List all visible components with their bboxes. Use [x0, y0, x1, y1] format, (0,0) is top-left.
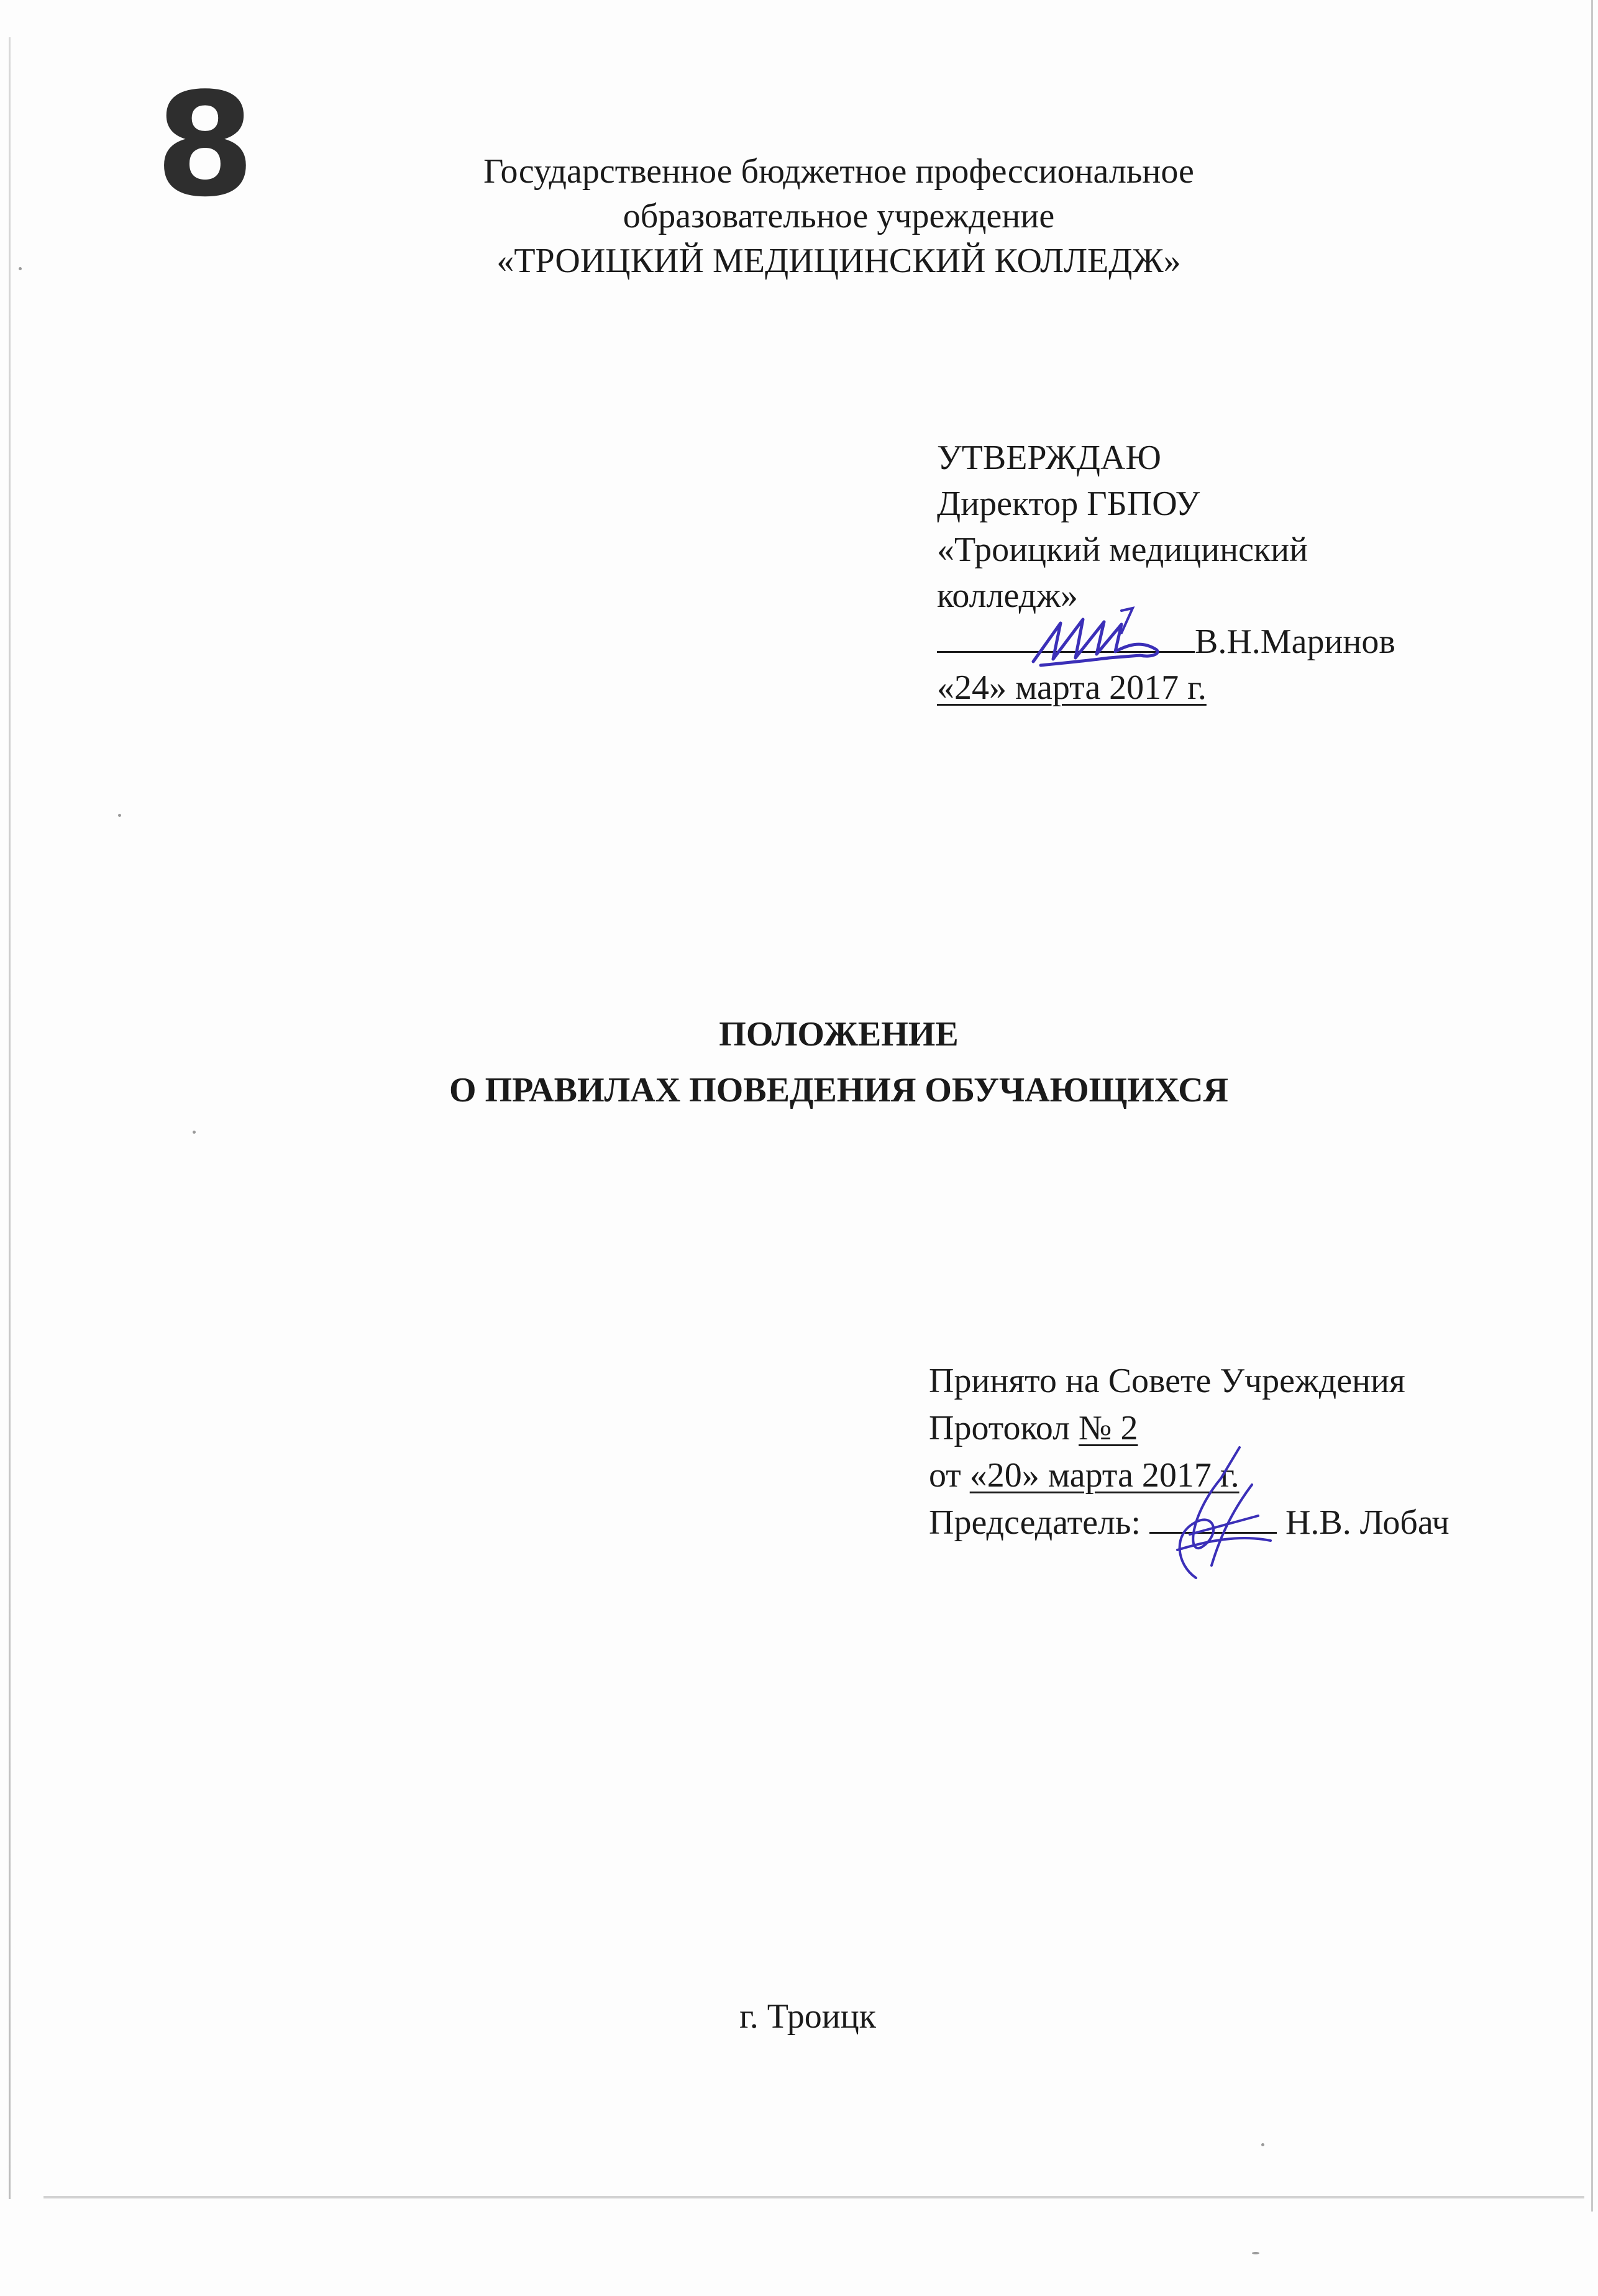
- scan-speck: [19, 267, 22, 270]
- scan-edge-left: [9, 37, 11, 2199]
- approval-block: [937, 435, 1496, 711]
- title-line-2: О ПРАВИЛАХ ПОВЕДЕНИЯ ОБУЧАЮЩИХСЯ: [449, 1071, 1228, 1109]
- approval-date: «24» марта 2017 г.: [937, 668, 1207, 707]
- accepted-line-1: Принято на Совете Учреждения: [929, 1362, 1405, 1400]
- scan-speck: [193, 1131, 196, 1134]
- institution-header: [373, 149, 1305, 283]
- approval-org-line-2: колледж»: [937, 576, 1078, 615]
- approval-org-line-1: «Троицкий медицинский: [937, 531, 1308, 569]
- protocol-label: Протокол: [929, 1409, 1079, 1447]
- approval-heading: УТВЕРЖДАЮ: [937, 439, 1161, 477]
- scan-edge-right: [1591, 0, 1593, 2212]
- title-line-1: ПОЛОЖЕНИЕ: [719, 1015, 959, 1054]
- header-line-2: образовательное учреждение: [623, 197, 1055, 235]
- approval-position: Директор ГБПОУ: [937, 485, 1200, 523]
- approval-signatory: В.Н.Маринов: [1195, 622, 1395, 661]
- protocol-number: № 2: [1079, 1409, 1138, 1447]
- director-signature: [1028, 606, 1171, 674]
- scan-speck: [1261, 2143, 1264, 2146]
- chairman-signature: [1153, 1441, 1277, 1584]
- approval-signature-row: [937, 619, 1496, 665]
- scan-speck: [118, 814, 121, 817]
- scan-edge-bottom: [43, 2196, 1584, 2198]
- chair-label: Председатель:: [929, 1503, 1149, 1542]
- header-line-1: Государственное бюджетное профессиональное: [483, 152, 1194, 191]
- accepted-date-prefix: от: [929, 1456, 970, 1495]
- city: г. Троицк: [739, 1997, 876, 2036]
- document-title: [311, 1006, 1367, 1118]
- scan-speck: [1252, 2252, 1259, 2254]
- chair-name: Н.В. Лобач: [1285, 1503, 1450, 1542]
- page-number: 8: [155, 63, 255, 229]
- header-line-3: «ТРОИЦКИЙ МЕДИЦИНСКИЙ КОЛЛЕДЖ»: [496, 242, 1181, 280]
- accepted-date: «20» марта 2017 г.: [969, 1456, 1240, 1495]
